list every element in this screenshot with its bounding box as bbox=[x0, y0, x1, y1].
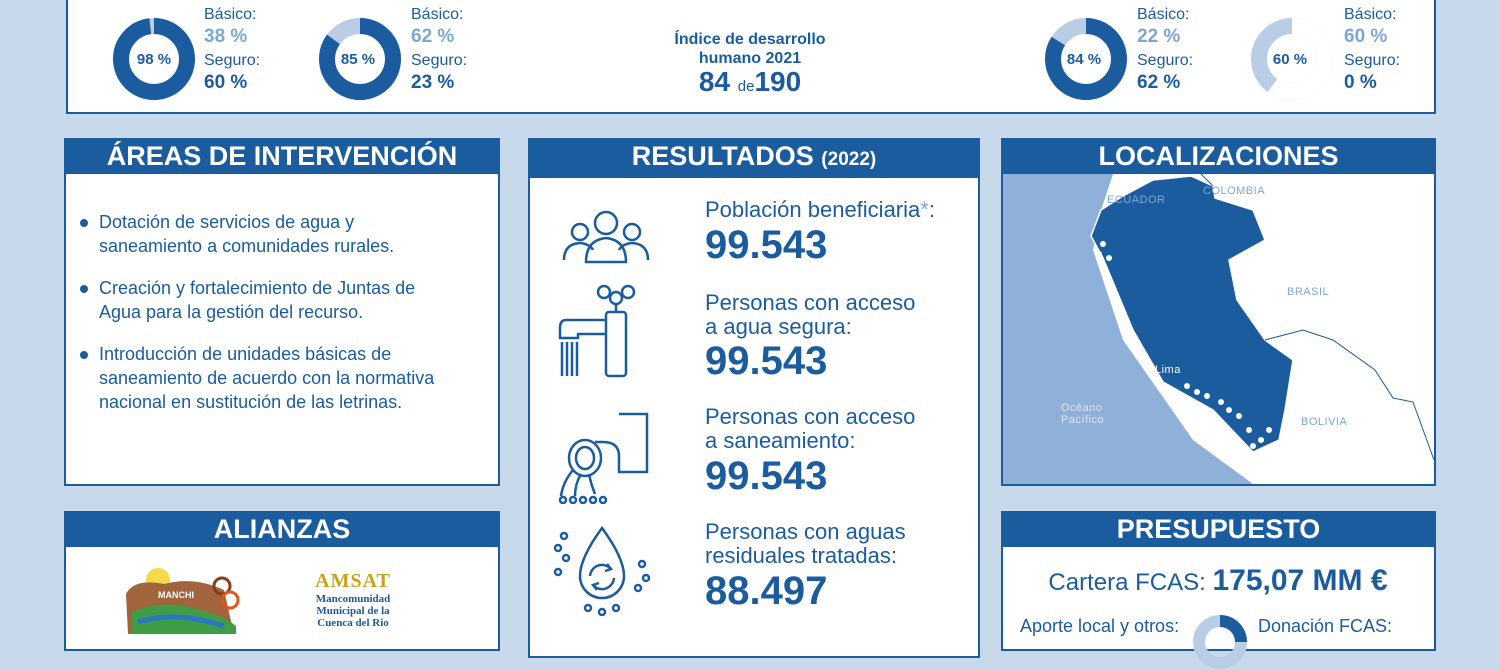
hdi-title-line2: humano 2021 bbox=[698, 50, 802, 67]
people-icon bbox=[560, 206, 652, 264]
areas-list bbox=[80, 210, 480, 432]
result-3-line2: a saneamiento: bbox=[705, 428, 856, 453]
d4-basic-label: Básico: bbox=[1344, 6, 1397, 23]
map-label-ecuador: ECUADOR bbox=[1107, 194, 1166, 206]
d3-safe-value: 62 % bbox=[1137, 72, 1181, 93]
d3-safe-label: Seguro: bbox=[1137, 52, 1194, 69]
budget-portfolio bbox=[1002, 564, 1434, 598]
budget-portfolio-value: 175,07 MM € bbox=[1212, 564, 1388, 597]
alliances-header: ALIANZAS bbox=[64, 511, 500, 547]
manchi-logo-text: MANCHI bbox=[158, 590, 194, 600]
areas-item-2 bbox=[80, 276, 480, 324]
result-3-value: 99.543 bbox=[705, 454, 828, 498]
amsat-line3: Cuenca del Río bbox=[317, 617, 389, 629]
map-label-bolivia: BOLIVIA bbox=[1301, 416, 1348, 428]
donut-chart-2 bbox=[318, 17, 402, 101]
d3-basic-value: 22 % bbox=[1137, 26, 1181, 47]
result-1-asterisk: * bbox=[920, 197, 929, 222]
hdi-title-line1: Índice de desarrollo bbox=[674, 31, 826, 48]
areas-item-1 bbox=[80, 210, 480, 258]
map-label-ocean-1: Océano bbox=[1061, 402, 1103, 414]
water-recycling-icon bbox=[552, 524, 652, 616]
d1-basic-value: 38 % bbox=[204, 26, 248, 47]
donut-chart-1 bbox=[112, 17, 196, 101]
donut-2-value: 85 % bbox=[340, 51, 376, 68]
map-label-lima: Lima bbox=[1155, 364, 1181, 376]
result-4-line2: residuales tratadas: bbox=[705, 543, 897, 568]
locations-panel bbox=[1001, 138, 1436, 486]
areas-item-2-line1: Creación y fortalecimiento de Juntas de bbox=[99, 278, 416, 298]
d2-basic-value: 62 % bbox=[411, 26, 455, 47]
d3-basic-label: Básico: bbox=[1137, 6, 1190, 23]
budget-local-label: Aporte local y otros: bbox=[1020, 616, 1180, 636]
sewage-pipe-icon bbox=[555, 412, 649, 504]
d4-safe-value: 0 % bbox=[1344, 72, 1377, 93]
d1-safe-value: 60 % bbox=[204, 72, 248, 93]
result-4-value: 88.497 bbox=[705, 569, 828, 613]
d2-basic-label: Básico: bbox=[411, 6, 464, 23]
amsat-line2: Municipal de la bbox=[316, 605, 390, 617]
d4-basic-value: 60 % bbox=[1344, 26, 1388, 47]
areas-item-1-line1: Dotación de servicios de agua y bbox=[99, 212, 355, 232]
locations-header: LOCALIZACIONES bbox=[1001, 138, 1436, 174]
areas-item-3-line2: saneamiento de acuerdo con la normativa bbox=[99, 368, 435, 388]
hdi-total: 190 bbox=[754, 66, 802, 97]
areas-item-2-line2: Agua para la gestión del recurso. bbox=[99, 302, 364, 322]
result-2-line2: a agua segura: bbox=[705, 314, 852, 339]
budget-header: PRESUPUESTO bbox=[1001, 511, 1436, 547]
hdi-rank bbox=[600, 66, 900, 98]
areas-item-3-line3: nacional en sustitución de las letrinas. bbox=[99, 392, 403, 412]
result-4-line1: Personas con aguas bbox=[705, 519, 906, 544]
result-3-line1: Personas con acceso bbox=[705, 404, 916, 429]
amsat-logo bbox=[306, 570, 400, 629]
result-1-label-text: Población beneficiaria bbox=[705, 197, 921, 222]
result-2-line1: Personas con acceso bbox=[705, 290, 916, 315]
areas-item-3-line1: Introducción de unidades básicas de bbox=[99, 344, 392, 364]
hdi-title bbox=[600, 30, 900, 68]
manchi-logo bbox=[124, 564, 248, 634]
areas-item-3 bbox=[80, 342, 480, 414]
d1-basic-label: Básico: bbox=[204, 6, 257, 23]
donut-chart-3 bbox=[1044, 17, 1128, 101]
result-1-value: 99.543 bbox=[705, 223, 828, 267]
d2-safe-value: 23 % bbox=[411, 72, 455, 93]
budget-donut bbox=[1192, 614, 1248, 670]
results-header bbox=[528, 138, 980, 178]
donut-3-value: 84 % bbox=[1066, 51, 1102, 68]
result-4-label bbox=[705, 520, 906, 568]
amsat-line1: Mancomunidad bbox=[315, 593, 391, 605]
result-2-value: 99.543 bbox=[705, 339, 828, 383]
areas-header: ÁREAS DE INTERVENCIÓN bbox=[64, 138, 500, 174]
hdi-rank-value: 84 bbox=[698, 66, 730, 97]
amsat-logo-text: AMSAT bbox=[315, 570, 391, 592]
result-2-label bbox=[705, 291, 915, 339]
results-title: RESULTADOS bbox=[631, 141, 814, 171]
areas-item-1-line2: saneamiento a comunidades rurales. bbox=[99, 236, 395, 256]
hdi-de: de bbox=[737, 78, 755, 95]
result-1-colon: : bbox=[928, 197, 935, 222]
d2-safe-label: Seguro: bbox=[411, 52, 468, 69]
donut-1-value: 98 % bbox=[136, 51, 172, 68]
water-tap-icon bbox=[558, 284, 650, 378]
d4-safe-label: Seguro: bbox=[1344, 52, 1401, 69]
budget-fcas-label: Donación FCAS: bbox=[1258, 616, 1393, 636]
result-1-label bbox=[705, 198, 935, 222]
d1-safe-label: Seguro: bbox=[204, 52, 261, 69]
map-label-colombia: COLOMBIA bbox=[1203, 185, 1266, 197]
budget-portfolio-label: Cartera FCAS: bbox=[1048, 569, 1206, 596]
donut-chart-4 bbox=[1250, 17, 1334, 101]
result-3-label bbox=[705, 405, 915, 453]
map-label-ocean-2: Pacífico bbox=[1061, 414, 1105, 426]
results-year: (2022) bbox=[821, 149, 877, 170]
donut-4-value: 60 % bbox=[1272, 51, 1308, 68]
map-label-brasil: BRASIL bbox=[1287, 286, 1330, 298]
